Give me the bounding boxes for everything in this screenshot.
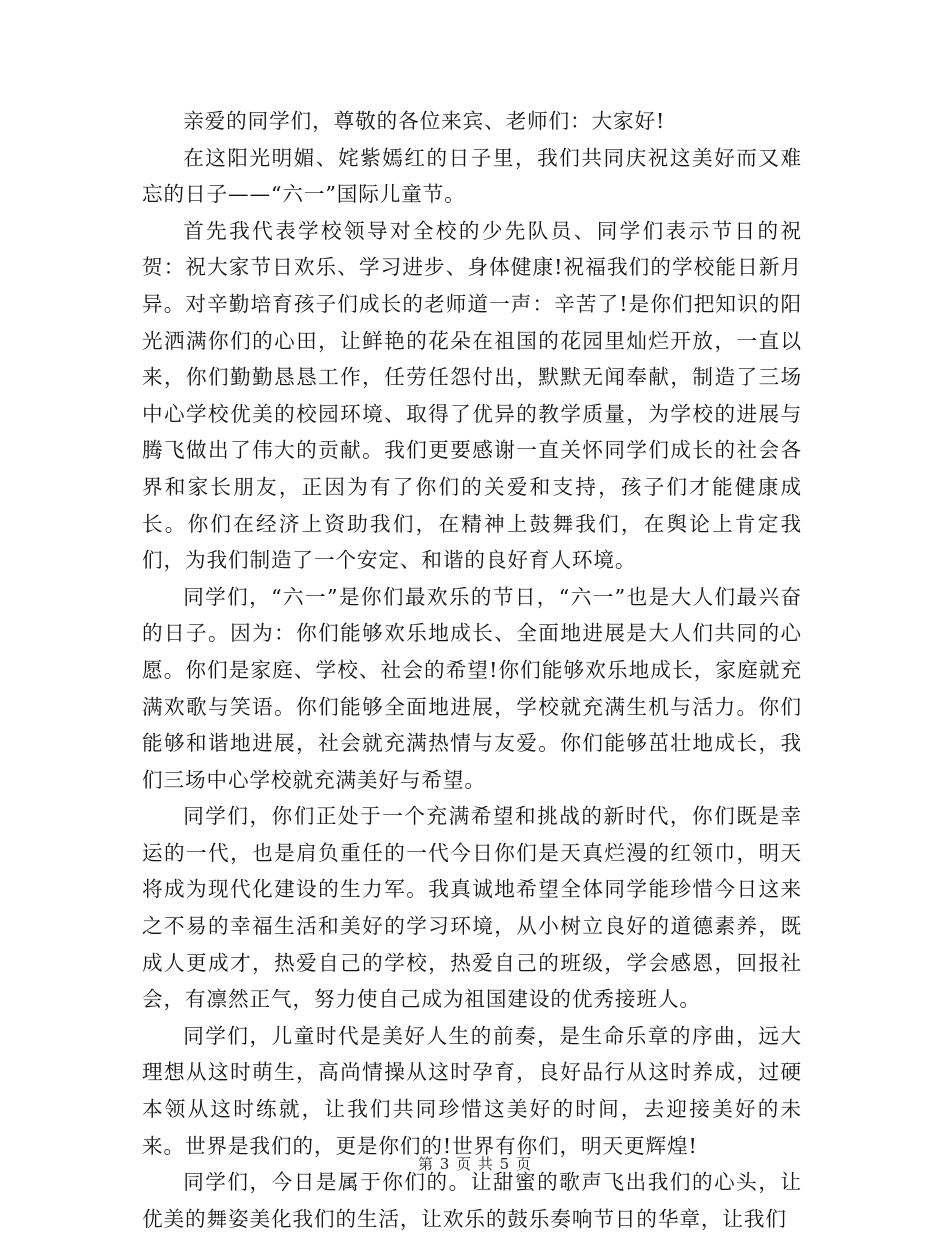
document-body: [142, 103, 802, 1237]
page-number-footer: 第 3 页 共 5 页: [418, 1155, 532, 1173]
paragraph-celebration: 同学们，今日是属于你们的。让甜蜜的歌声飞出我们的心头，让优美的舞姿美化我们的生活，让欢乐的鼓乐奏响节日的华章，让我们: [142, 1170, 802, 1231]
paragraph-childrens-day: 同学们，“六一”是你们最欢乐的节日，“六一”也是大人们最兴奋的日子。因为：你们能够欢乐地成长、全面地进展是大人们共同的心愿。你们是家庭、学校、社会的希望!你们能够欢乐地成长，家庭就充满欢歌与笑语。你们能够全面地进展，学校就充满生机与活力。你们能够和谐地进展，社会就充满热情与友爱。你们能够茁壮地成长，我们三场中心学校就充满美好与希望。: [142, 584, 802, 792]
paragraph-intro: 在这阳光明媚、姹紫嫣红的日子里，我们共同庆祝这美好而又难忘的日子——“六一”国际儿童节。: [142, 145, 802, 207]
paragraph-new-era: 同学们，你们正处于一个充满希望和挑战的新时代，你们既是幸运的一代，也是肩负重任的一代今日你们是天真烂漫的红领巾，明天将成为现代化建设的生力军。我真诚地希望全体同学能珍惜今日这来之不易的幸福生活和美好的学习环境，从小树立良好的道德素养，既成人更成才，热爱自己的学校，热爱自己的班级，学会感恩，回报社会，有凛然正气，努力使自己成为祖国建设的优秀接班人。: [142, 804, 802, 1012]
paragraph-greeting: 亲爱的同学们，尊敬的各位来宾、老师们：大家好!: [183, 109, 666, 133]
paragraph-thanks: 首先我代表学校领导对全校的少先队员、同学们表示节日的祝贺：祝大家节日欢乐、学习进步、身体健康!祝福我们的学校能日新月异。对辛勤培育孩子们成长的老师道一声：辛苦了!是你们把知识的阳光洒满你们的心田，让鲜艳的花朵在祖国的花园里灿烂开放，一直以来，你们勤勤恳恳工作，任劳任怨付出，默默无闻奉献，制造了三场中心学校优美的校园环境、取得了优异的教学质量，为学校的进展与腾飞做出了伟大的贡献。我们更要感谢一直关怀同学们成长的社会各界和家长朋友，正因为有了你们的关爱和支持，孩子们才能健康成长。你们在经济上资助我们，在精神上鼓舞我们，在舆论上肯定我们，为我们制造了一个安定、和谐的良好育人环境。: [142, 218, 802, 573]
paragraph-childhood: 同学们，儿童时代是美好人生的前奏，是生命乐章的序曲，远大理想从这时萌生，高尚情操从这时孕育，良好品行从这时养成，过硬本领从这时练就，让我们共同珍惜这美好的时间，去迎接美好的未来。世界是我们的，更是你们的!世界有你们，明天更辉煌!: [142, 1023, 802, 1158]
